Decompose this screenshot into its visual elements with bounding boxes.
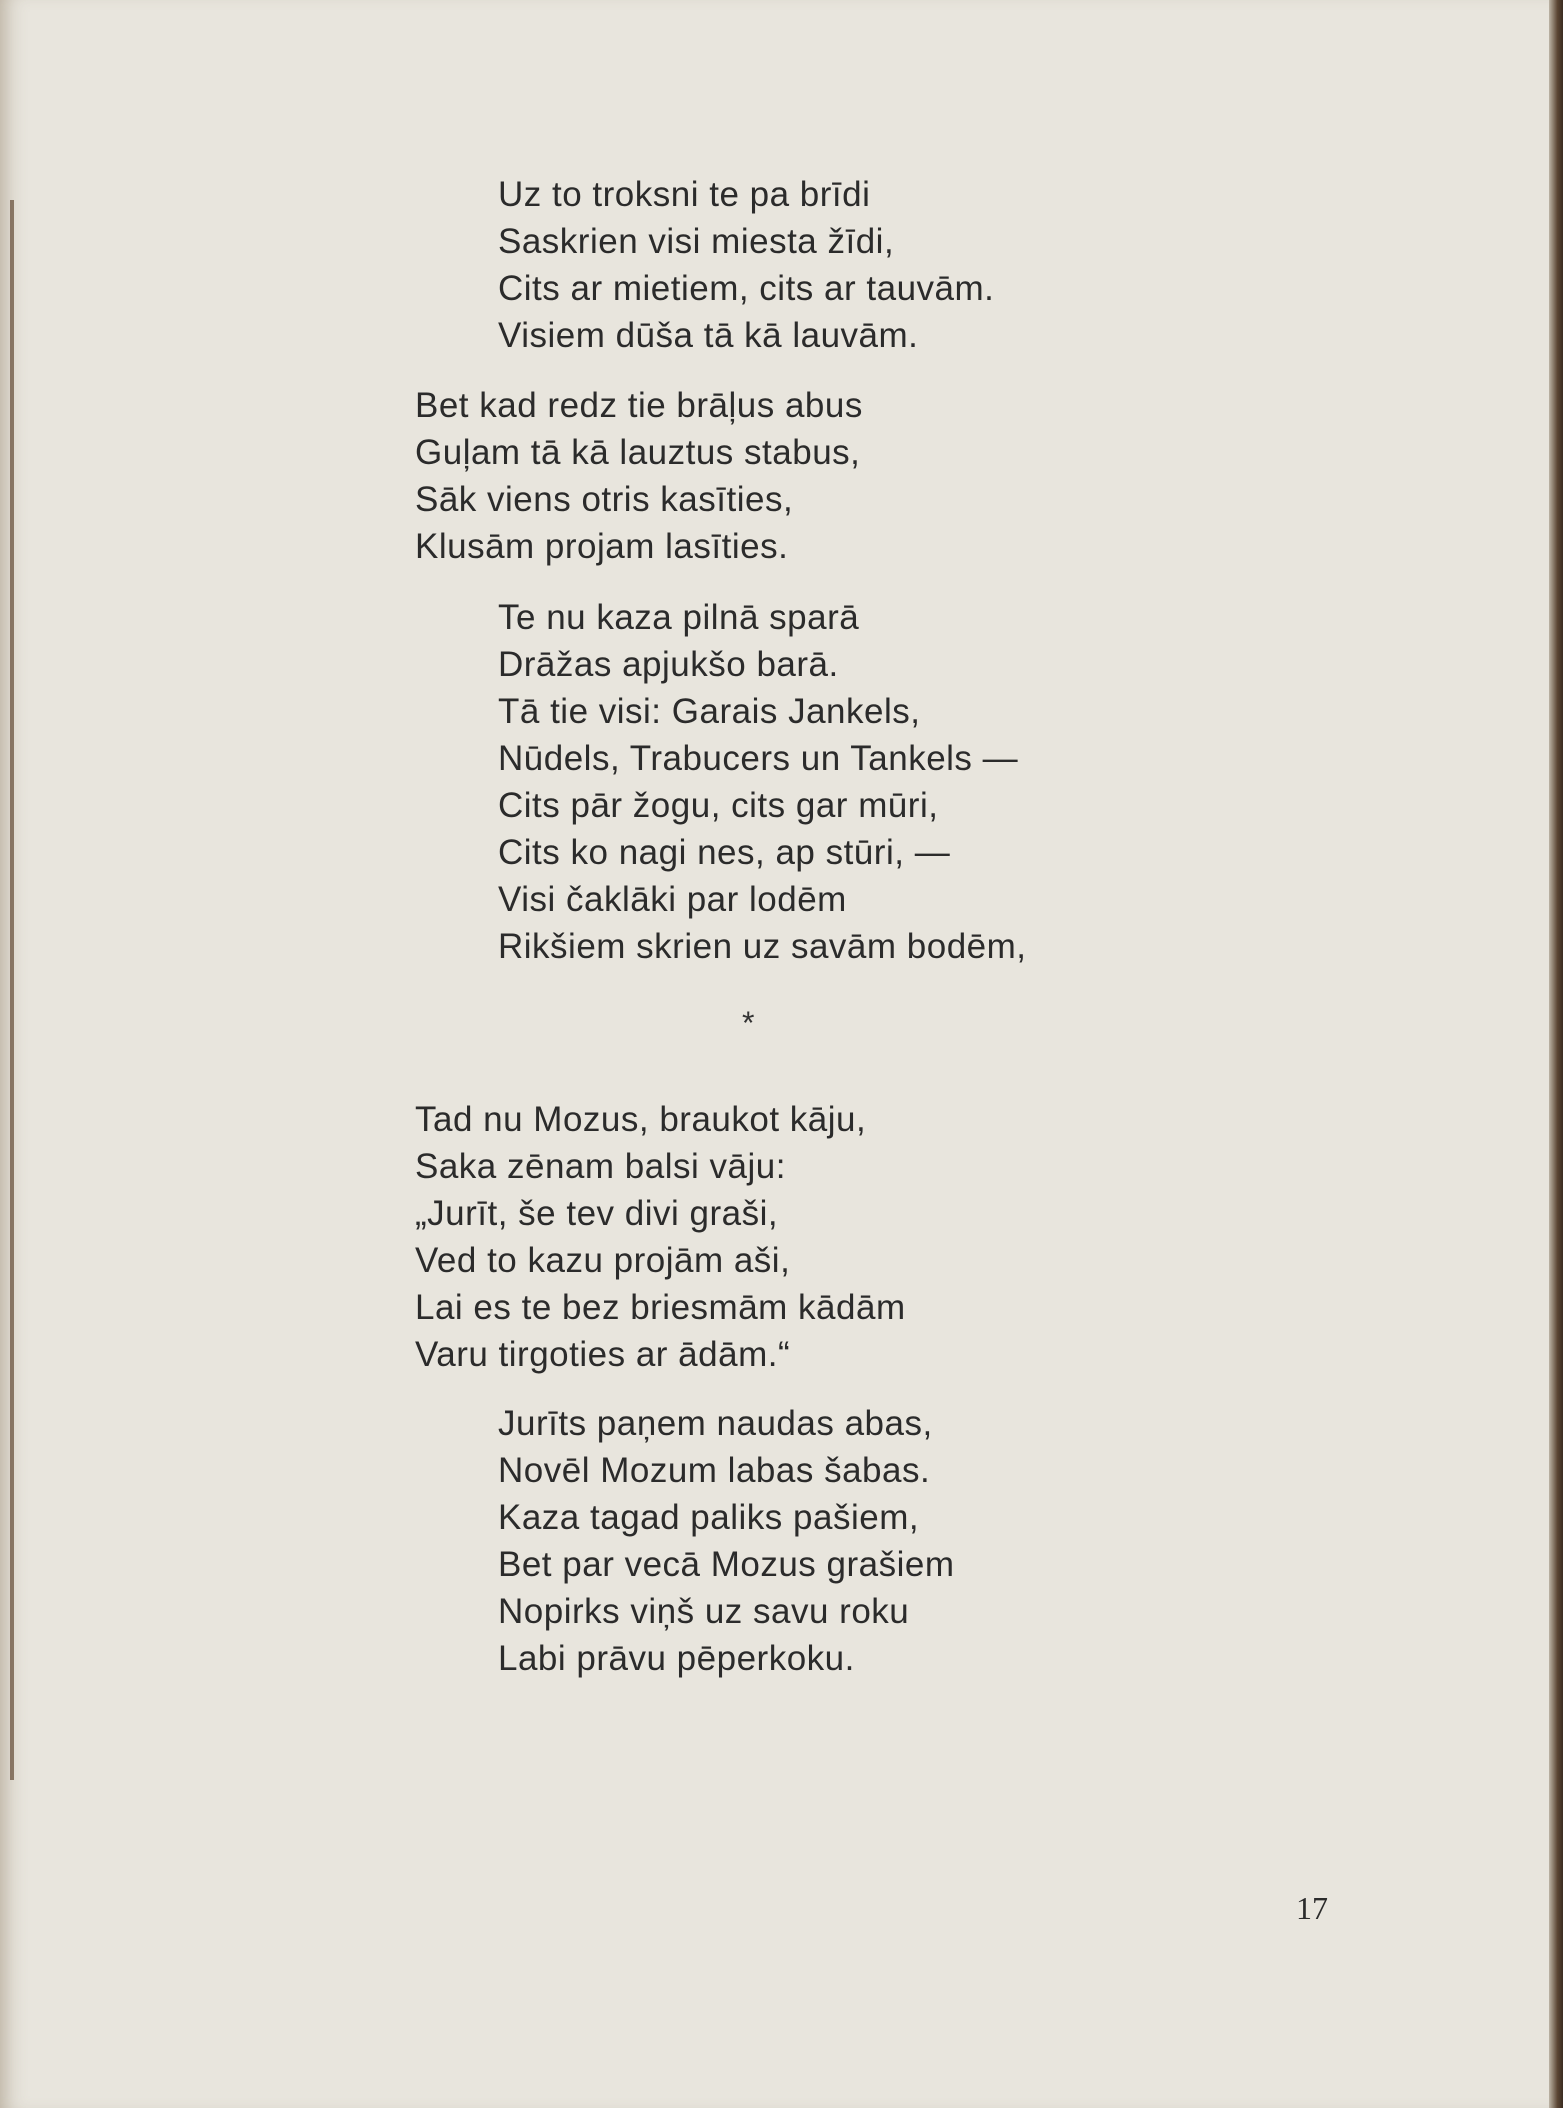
verse-line: Klusām projam lasīties. — [415, 527, 789, 566]
page-number: 17 — [1296, 1890, 1328, 1926]
verse-line: Bet kad redz tie brāļus abus — [415, 386, 863, 425]
verse-line: Visiem dūša tā kā lauvām. — [498, 316, 919, 355]
stanza-1 — [498, 171, 994, 359]
verse-line: „Jurīt, še tev divi graši, — [415, 1194, 779, 1233]
verse-line: Visi čaklāki par lodēm — [498, 880, 847, 919]
verse-line: Saka zēnam balsi vāju: — [415, 1147, 786, 1186]
verse-line: Tā tie visi: Garais Jankels, — [498, 692, 921, 731]
verse-line: Nopirks viņš uz savu roku — [498, 1592, 910, 1631]
page-binding-edge — [10, 200, 28, 1780]
verse-line: Cits ar mietiem, cits ar tauvām. — [498, 269, 995, 308]
verse-line: Sāk viens otris kasīties, — [415, 480, 794, 519]
verse-line: Ved to kazu projām aši, — [415, 1241, 791, 1280]
verse-line: Guļam tā kā lauztus stabus, — [415, 433, 861, 472]
verse-line: Varu tirgoties ar ādām.“ — [415, 1335, 791, 1374]
verse-line: Nūdels, Trabucers un Tankels — — [498, 739, 1019, 778]
verse-line: Rikšiem skrien uz savām bodēm, — [498, 927, 1027, 966]
verse-line: Cits pār žogu, cits gar mūri, — [498, 786, 939, 825]
verse-line: Uz to troksni te pa brīdi — [498, 175, 871, 214]
page-right-edge — [1549, 0, 1563, 2108]
verse-line: Cits ko nagi nes, ap stūri, — — [498, 833, 951, 872]
verse-line: Jurīts paņem naudas abas, — [498, 1404, 933, 1443]
verse-line: Saskrien visi miesta žīdi, — [498, 222, 895, 261]
stanza-3 — [498, 594, 1027, 970]
verse-line: Drāžas apjukšo barā. — [498, 645, 839, 684]
verse-line: Lai es te bez briesmām kādām — [415, 1288, 906, 1327]
section-separator: * — [742, 1005, 755, 1041]
verse-line: Bet par vecā Mozus grašiem — [498, 1545, 955, 1584]
stanza-4 — [415, 1096, 906, 1378]
verse-line: Te nu kaza pilnā sparā — [498, 598, 860, 637]
verse-line: Novēl Mozum labas šabas. — [498, 1451, 931, 1490]
verse-line: Tad nu Mozus, braukot kāju, — [415, 1100, 867, 1139]
verse-line: Kaza tagad paliks pašiem, — [498, 1498, 920, 1537]
stanza-5 — [498, 1400, 955, 1682]
stanza-2 — [415, 382, 863, 570]
verse-line: Labi prāvu pēperkoku. — [498, 1639, 855, 1678]
